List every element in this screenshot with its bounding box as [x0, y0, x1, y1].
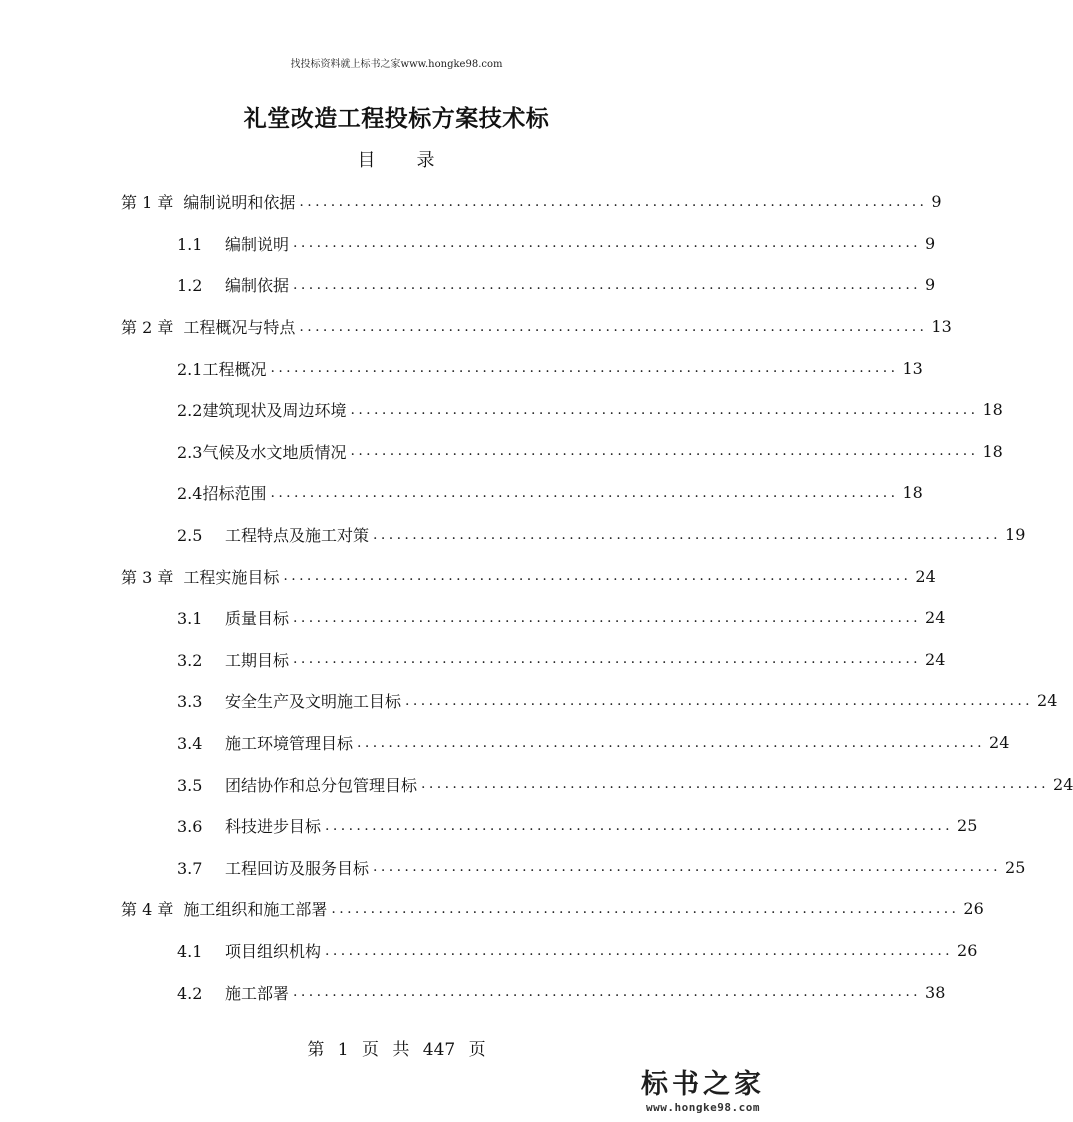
toc-entry-label [177, 232, 291, 255]
toc-entry[interactable] [0, 680, 1058, 722]
toc-entry-label [177, 773, 419, 796]
toc-entry-label [121, 190, 297, 213]
toc-entry-page: 24 [989, 733, 1010, 753]
toc-entry-number: 1.1 [177, 234, 203, 254]
toc-dot-leader: ................................................................................ [325, 942, 954, 959]
toc-entry-label [177, 606, 291, 629]
toc-entry-label [121, 897, 329, 920]
toc-entry-label [177, 981, 291, 1004]
toc-entry-title: 编制说明 [225, 234, 290, 254]
toc-entry-number: 3.3 [177, 692, 203, 712]
toc-dot-leader: ................................................................................ [293, 651, 922, 668]
toc-entry-page: 9 [925, 275, 936, 295]
toc-entry-page: 26 [957, 941, 978, 961]
logo-name: 标书之家 [641, 1069, 765, 1100]
toc-entry-title: 编制说明和依据 [183, 193, 296, 213]
toc-entry-title: 团结协作和总分包管理目标 [225, 775, 418, 795]
toc-entry-number: 4.2 [177, 983, 203, 1003]
toc-heading-left: 目 [357, 150, 377, 171]
toc-entry-label [177, 648, 291, 671]
toc-entry-title: 工期目标 [225, 650, 290, 670]
toc-entry-title: 质量目标 [225, 609, 290, 629]
logo-url: www.hongke98.com [646, 1101, 760, 1114]
toc-entry-page: 19 [1005, 525, 1026, 545]
toc-entry-page: 9 [925, 233, 936, 253]
toc-entry[interactable] [0, 306, 952, 348]
toc-entry-label [177, 856, 371, 879]
toc-entry-title: 工程特点及施工对策 [225, 526, 370, 546]
toc-entry-label [177, 689, 403, 712]
toc-entry-title: 工程回访及服务目标 [225, 858, 370, 878]
toc-entry-title: 招标范围 [202, 484, 267, 504]
toc-entry-label [177, 731, 355, 754]
toc-entry-number: 2.1 [177, 359, 203, 379]
toc-entry[interactable] [0, 722, 1010, 764]
toc-heading [0, 146, 793, 172]
toc-entry[interactable] [0, 472, 923, 514]
toc-entry[interactable] [0, 888, 984, 930]
toc-entry[interactable] [0, 347, 923, 389]
footer-word-ye-2: 页 [468, 1040, 486, 1060]
header-note: 找投标资料就上标书之家www.hongke98.com [290, 59, 503, 70]
page-footer [0, 1035, 793, 1060]
toc-entry-page: 24 [915, 566, 936, 586]
toc-entry-page: 18 [982, 441, 1003, 461]
toc-entry-page: 13 [902, 358, 923, 378]
toc-entry-number: 4.1 [177, 942, 203, 962]
toc-entry-page: 38 [925, 982, 946, 1002]
toc-dot-leader: ................................................................................ [373, 859, 1002, 876]
toc-entry-title: 工程概况与特点 [183, 318, 296, 338]
toc-entry-number: 2.4 [177, 484, 203, 504]
toc-entry-number: 2.5 [177, 526, 203, 546]
toc-entry-number: 1.2 [177, 276, 203, 296]
footer-word-ye: 页 [361, 1040, 379, 1060]
toc-entry-label [121, 565, 281, 588]
toc-entry-label [177, 939, 323, 962]
footer-word-di: 第 [307, 1040, 325, 1060]
toc-dot-leader: ................................................................................ [350, 401, 979, 418]
site-logo [633, 1069, 773, 1114]
toc-entry[interactable] [0, 971, 946, 1013]
toc-entry-page: 24 [1053, 774, 1073, 794]
toc-entry-label [177, 814, 323, 837]
toc-entry[interactable] [0, 555, 936, 597]
toc-heading-right: 录 [416, 150, 436, 171]
toc-dot-leader: ................................................................................ [293, 984, 922, 1001]
toc-entry-number: 3.2 [177, 650, 203, 670]
toc-entry[interactable] [0, 847, 1026, 889]
toc-entry-number: 3.6 [177, 817, 203, 837]
toc-entry-page: 24 [1037, 691, 1058, 711]
toc-entry-title: 施工部署 [225, 983, 290, 1003]
current-page-number: 1 [337, 1040, 349, 1060]
toc-entry-number: 2.3 [177, 442, 203, 462]
toc-entry-page: 25 [1005, 857, 1026, 877]
toc-dot-leader: ................................................................................ [350, 443, 979, 460]
toc-entry-title: 工程实施目标 [183, 567, 280, 587]
toc-entry-label [121, 315, 297, 338]
toc-dot-leader: ................................................................................ [299, 193, 928, 210]
toc-entry-label [177, 481, 268, 504]
toc-entry-number: 3.5 [177, 775, 203, 795]
toc-entry-page: 24 [925, 649, 946, 669]
toc-dot-leader: ................................................................................ [270, 360, 899, 377]
toc-dot-leader: ................................................................................ [373, 526, 1002, 543]
toc-entry-label [177, 523, 371, 546]
footer-word-gong: 共 [392, 1040, 410, 1060]
toc-entry[interactable] [0, 639, 946, 681]
toc-entry-number: 2.2 [177, 401, 203, 421]
toc-entry-page: 24 [925, 608, 946, 628]
toc-entry-page: 9 [931, 192, 942, 212]
toc-entry-number: 3.7 [177, 858, 203, 878]
toc-dot-leader: ................................................................................ [283, 568, 912, 585]
toc-entry-label [177, 398, 348, 421]
toc-entry-title: 施工组织和施工部署 [183, 900, 328, 920]
document-title: 礼堂改造工程投标方案技术标 [243, 105, 550, 132]
toc-entry-title: 项目组织机构 [225, 942, 322, 962]
toc-dot-leader: ................................................................................ [293, 235, 922, 252]
toc-entry-page: 26 [963, 899, 984, 919]
toc-dot-leader: ................................................................................ [270, 484, 899, 501]
toc-entry-number: 3.4 [177, 734, 203, 754]
toc-entry[interactable] [0, 389, 1003, 431]
toc-entry[interactable] [0, 181, 942, 223]
toc-entry-page: 18 [982, 400, 1003, 420]
toc-entry[interactable] [0, 431, 1003, 473]
toc-dot-leader: ................................................................................ [331, 900, 960, 917]
toc-dot-leader: ................................................................................ [405, 692, 1034, 709]
toc-entry[interactable] [0, 264, 936, 306]
toc-entry[interactable] [0, 930, 978, 972]
toc-dot-leader: ................................................................................ [293, 609, 922, 626]
toc-entry-title: 建筑现状及周边环境 [202, 401, 347, 421]
toc-dot-leader: ................................................................................ [325, 817, 954, 834]
toc-entry[interactable] [0, 597, 946, 639]
toc-entry-number: 第 3 章 [121, 567, 174, 587]
toc-dot-leader: ................................................................................ [357, 734, 986, 751]
toc-entry-page: 13 [931, 317, 952, 337]
toc-entry[interactable] [0, 805, 978, 847]
toc-entry-title: 安全生产及文明施工目标 [225, 692, 402, 712]
toc-entry-title: 气候及水文地质情况 [202, 442, 347, 462]
toc-entry-title: 编制依据 [225, 276, 290, 296]
toc-dot-leader: ................................................................................ [299, 318, 928, 335]
toc-dot-leader: ................................................................................ [421, 776, 1050, 793]
toc-entry-page: 25 [957, 816, 978, 836]
toc-entry-number: 第 4 章 [121, 900, 174, 920]
toc-entry-number: 第 1 章 [121, 193, 174, 213]
toc-dot-leader: ................................................................................ [293, 276, 922, 293]
toc-entry-title: 科技进步目标 [225, 817, 322, 837]
toc-entry-page: 18 [902, 483, 923, 503]
toc-entry-label [177, 440, 348, 463]
toc-entry-label [177, 357, 268, 380]
total-pages-number: 447 [422, 1040, 456, 1060]
toc-entry[interactable] [0, 514, 1026, 556]
toc-entry-label [177, 273, 291, 296]
toc-entry[interactable] [0, 223, 936, 265]
toc-entry-title: 施工环境管理目标 [225, 734, 354, 754]
toc-entry-number: 3.1 [177, 609, 203, 629]
toc-entry[interactable] [0, 763, 1073, 805]
toc-entry-number: 第 2 章 [121, 318, 174, 338]
toc-entry-title: 工程概况 [202, 359, 267, 379]
